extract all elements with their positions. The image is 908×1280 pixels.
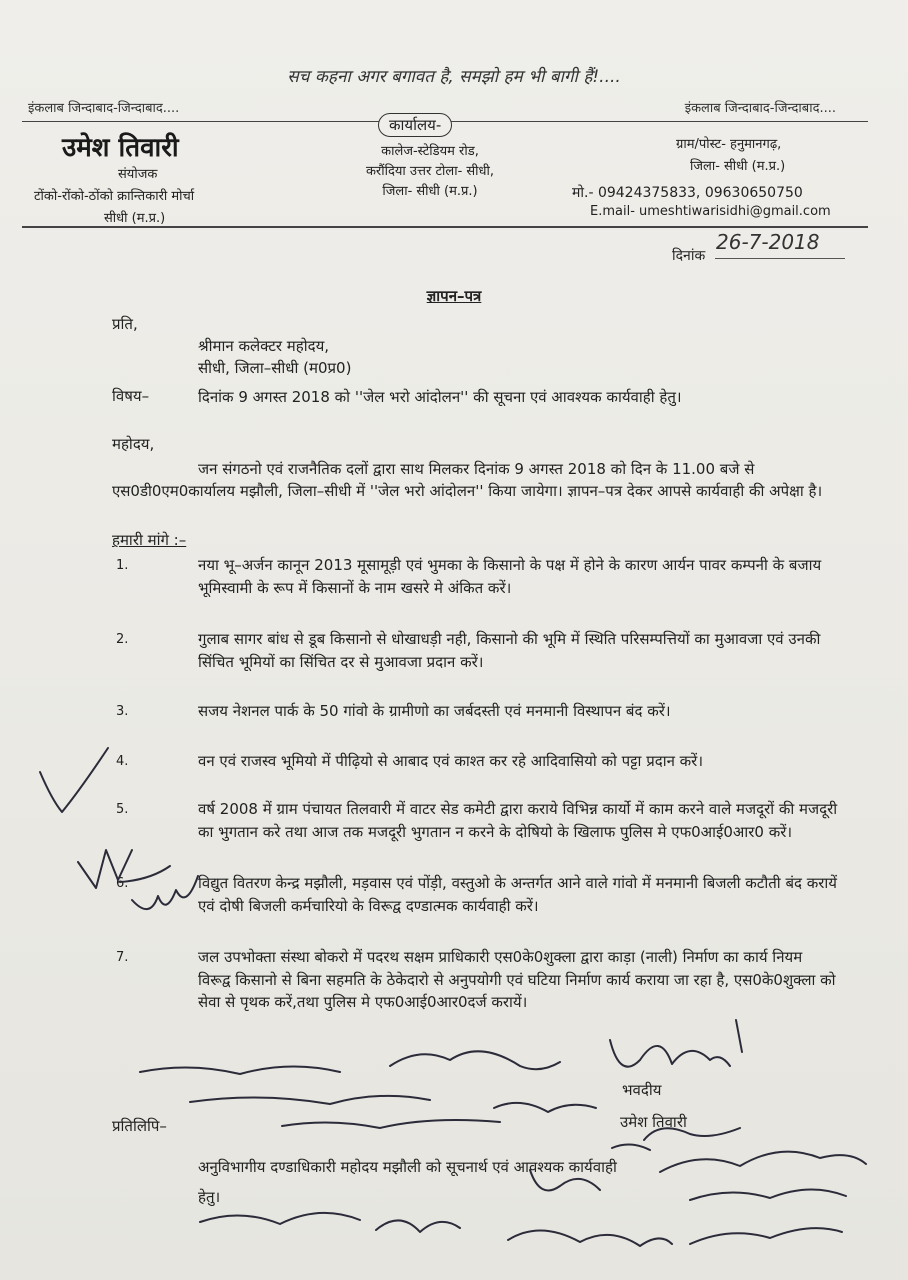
village-address-line: जिला- सीधी (म.प्र.): [690, 159, 786, 174]
to-label: प्रति,: [112, 315, 138, 333]
date-label: दिनांक: [672, 248, 706, 264]
sender-organization: टोंको-रोंको-ठोंको क्रान्तिकारी मोर्चा: [34, 189, 195, 204]
demand-item: जल उपभोक्ता संस्था बोकरो में पदरथ सक्षम प्राधिकारी एस0के0शुक्ला द्वारा काड़ा (नाली) निर्माण का कार्य नियम विरूद्व किसानो से बिना सहमति के ठेकेदारो से अनुपयोगी एवं घटिया निर्माण कार्य कराया जा रहा है, एस0के0शुक्ला को सेवा से पृथक करें,तथा पुलिस मे एफ0आई0आर0दर्ज करायें।: [198, 948, 836, 1011]
signature-scribble: [508, 1230, 672, 1246]
sender-role: संयोजक: [118, 167, 158, 182]
demand-item: वन एवं राजस्व भूमियो में पीढ़ियो से आबाद एवं काश्त कर रहे आदिवासियो को पट्टा प्रदान करें।: [198, 752, 704, 770]
office-address-line: करौंदिया उत्तर टोला- सीधी,: [365, 164, 495, 179]
subject-text: दिनांक 9 अगस्त 2018 को ''जेल भरो आंदोलन'' की सूचना एवं आवश्यक कार्यवाही हेतु।: [198, 388, 682, 406]
margin-tick-mark: [40, 748, 108, 812]
signature-scribble: [690, 1228, 842, 1244]
copy-text: अनुविभागीय दण्डाधिकारी महोदय मझौली को सूचनार्थ एवं आवश्यक कार्यवाही हेतु।: [198, 1158, 617, 1206]
village-address-line: ग्राम/पोस्ट- हनुमानगढ़,: [676, 137, 782, 152]
subject-label: विषय–: [112, 387, 150, 405]
office-address-line: जिला- सीधी (म.प्र.): [382, 184, 478, 199]
memo-title: ज्ञापन–पत्र: [426, 287, 482, 305]
signature-scribble: [530, 1144, 650, 1190]
demand-number: 7.: [116, 950, 129, 965]
signature-scribble: [690, 1189, 846, 1200]
demand-item: विद्युत वितरण केन्द्र मझौली, मड़वास एवं पोंड़ी, वस्तुओ के अन्तर्गत आने वाले गांवो में मनमानी बिजली कटौती बंद करायें एवं दोषी बिजली कर्मचारियो के विरूद्व दण्डात्मक कार्यवाही करें।: [198, 874, 837, 915]
demand-number: 3.: [116, 704, 129, 719]
slogan: सच कहना अगर बगावत है, समझो हम भी बागी हैं!....: [287, 67, 621, 87]
demand-number: 4.: [116, 754, 129, 769]
slogan-right: इंकलाब जिन्दाबाद-जिन्दाबाद....: [684, 101, 836, 116]
email-address: E.mail- umeshtiwarisidhi@gmail.com: [590, 204, 831, 219]
margin-scribble: [78, 850, 170, 888]
demand-item: वर्ष 2008 में ग्राम पंचायत तिलवारी में वाटर सेड कमेटी द्वारा कराये विभिन्न कार्यो में काम करने वाले मजदूरों की मजदूरी का भुगतान करे तथा आज तक मजदूरी भुगतान न करने के दोषियो के खिलाफ पुलिस मे एफ0आई0आर0 करें।: [198, 800, 838, 841]
slogan-left: इंकलाब जिन्दाबाद-जिन्दाबाद....: [28, 101, 180, 116]
recipient-line: श्रीमान कलेक्टर महोदय,: [198, 337, 330, 355]
salutation: महोदय,: [112, 435, 155, 453]
sender-city: सीधी (म.प्र.): [104, 211, 166, 226]
closing: भवदीय: [622, 1081, 662, 1099]
signature-scribble: [140, 1051, 560, 1074]
demand-item: नया भू–अर्जन कानून 2013 मूसामूड़ी एवं भुमका के किसानो के पक्ष में होने के कारण आर्यन पावर कम्पनी के बजाय भूमिस्वामी के रूप में किसानों के नाम खसरे मे अंकित करें।: [198, 556, 822, 597]
phone-numbers: मो.- 09424375833, 09630650750: [572, 185, 803, 201]
signature-scribble: [190, 1096, 596, 1128]
demands-heading: हमारी मांगे :–: [112, 531, 187, 549]
demand-number: 6.: [116, 876, 129, 891]
demand-number: 2.: [116, 632, 129, 647]
signature-scribble: [200, 1213, 460, 1232]
sender-name: उमेश तिवारी: [62, 133, 179, 163]
demand-item: सजय नेशनल पार्क के 50 गांवो के ग्रामीणो का जर्बदस्ती एवं मनमानी विस्थापन बंद करें।: [198, 702, 671, 720]
margin-scribble: [132, 876, 198, 909]
date-value: 26-7-2018: [716, 230, 820, 254]
demand-number: 5.: [116, 802, 129, 817]
demand-item: गुलाब सागर बांध से डूब किसानो से धोखाधड़ी नही, किसानो की भूमि में स्थिति परिसम्पत्तियों का मुआवजा एवं उनकी सिंचित भूमियों का सिंचित दर से मुआवजा प्रदान करें।: [198, 630, 821, 671]
copy-label: प्रतिलिपि–: [112, 1117, 167, 1135]
signatory-name: उमेश तिवारी: [620, 1113, 687, 1131]
office-label: कार्यालय-: [378, 113, 452, 137]
office-address-line: कालेज-स्टेडियम रोड,: [381, 144, 479, 159]
recipient-line: सीधी, जिला–सीधी (म0प्र0): [198, 359, 352, 377]
body-paragraph: जन संगठनो एवं राजनैतिक दलों द्वारा साथ मिलकर दिनांक 9 अगस्त 2018 को दिन के 11.00 बजे से एस0डी0एम0कार्यालय मझौली, जिला–सीधी में ''जेल भरो आंदोलन'' किया जायेगा। ज्ञापन–पत्र देकर आपसे कार्यवाही की अपेक्षा है।: [112, 460, 823, 500]
demand-number: 1.: [116, 558, 129, 573]
signature-scribble: [610, 1020, 742, 1067]
signature-scribble: [644, 1128, 866, 1172]
